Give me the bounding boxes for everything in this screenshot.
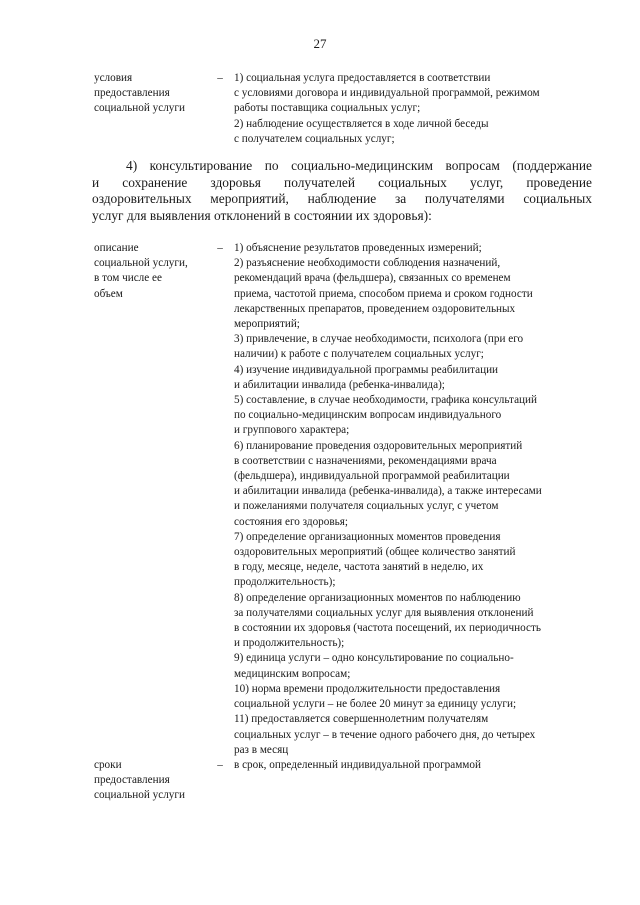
- row-value: в срок, определенный индивидуальной программой: [234, 759, 481, 771]
- heading-line: услуг для выявления отклонений в состоянии их здоровья):: [92, 207, 432, 223]
- section-heading: [92, 158, 592, 224]
- heading-line: и сохранение здоровья получателей социальных услуг, проведение: [92, 174, 592, 190]
- row-label: описание социальной услуги, в том числе ее объем: [94, 242, 188, 300]
- row-dash: –: [217, 759, 223, 771]
- row-dash: –: [217, 242, 223, 254]
- row-value: 1) социальная услуга предоставляется в соответствии с условиями договора и индивидуальной программой, режимом работы поставщика социальных услуг; 2) наблюдение осуществляется в ходе личной беседы с получателем социальных услуг;: [234, 72, 540, 145]
- row-label: условия предоставления социальной услуги: [94, 72, 185, 115]
- row-dash: –: [217, 72, 223, 84]
- heading-line: 4) консультирование по социально-медицинским вопросам (поддержание: [126, 158, 592, 173]
- heading-line: оздоровительных мероприятий, наблюдение за получателями социальных: [92, 191, 592, 207]
- row-value: 1) объяснение результатов проведенных измерений; 2) разъяснение необходимости соблюдения назначений, рекомендаций врача (фельдшера), связанных со временем приема, частотой приема, способом приема и сроком годности лекарственных препаратов, проведением оздоровительных мероприятий; 3) привлечение, в случае необходимости, психолога (при его наличии) к работе с получателем социальных услуг; 4) изучение индивидуальной программы реабилитации и абилитации инвалида (ребенка-инвалида); 5) составление, в случае необходимости, графика консультаций по социально-медицинским вопросам индивидуального и группового характера; 6) планирование проведения оздоровительных мероприятий в соответствии с назначениями, рекомендациями врача (фельдшера), индивидуальной программой реабилитации и абилитации инвалида (ребенка-инвалида), а также интересами и пожеланиями получателя социальных услуг, с учетом состояния его здоровья; 7) определение организационных моментов проведения оздоровительных мероприятий (общее количество занятий в году, месяце, неделе, частота занятий в неделю, их продолжительность); 8) определение организационных моментов по наблюдению за получателями социальных услуг для выявления отклонений в состоянии их здоровья (частота посещений, их периодичность и продолжительность); 9) единица услуги – одно консультирование по социально- медицинским вопросам; 10) норма времени продолжительности предоставления социальной услуги – не более 20 минут за единицу услуги; 11) предоставляется совершеннолетним получателям социальных услуг – в течение одного рабочего дня, до четырех раз в месяц: [234, 242, 542, 756]
- page-number: 27: [313, 36, 327, 51]
- row-label: сроки предоставления социальной услуги: [94, 759, 185, 802]
